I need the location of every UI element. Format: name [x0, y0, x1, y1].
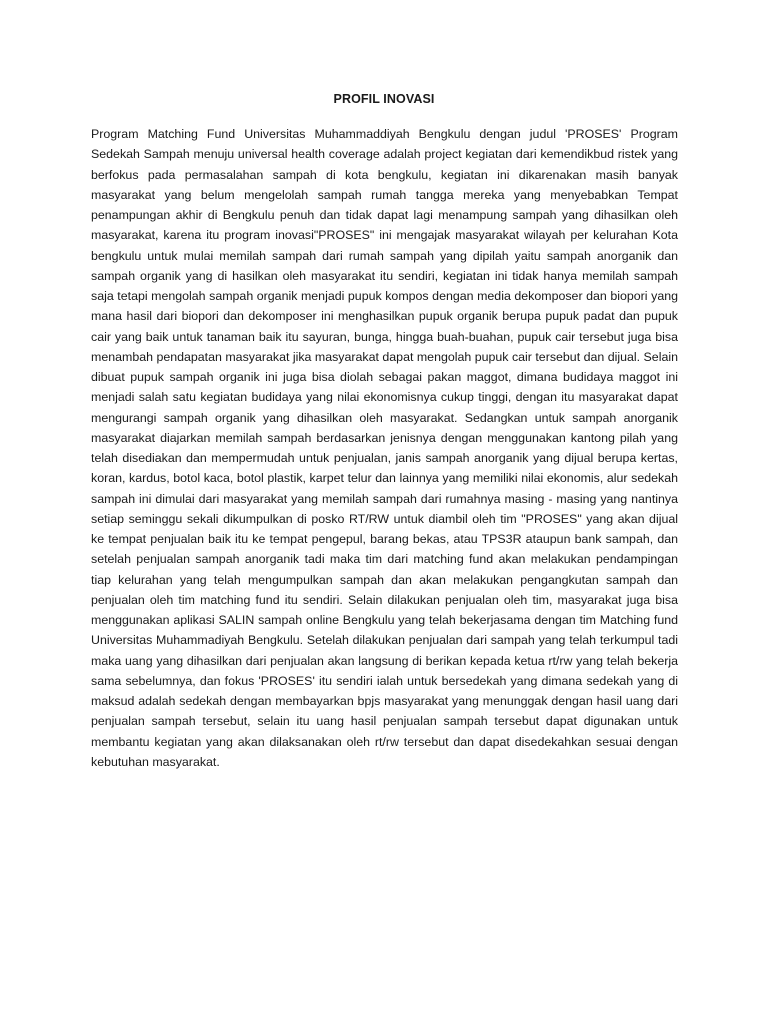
document-body-paragraph: Program Matching Fund Universitas Muhammaddiyah Bengkulu dengan judul 'PROSES' Program Sedekah Sampah menuju universal health coverage adalah project kegiatan dari kemendikbud ristek yang berfokus pada permasalahan sampah di kota bengkulu, kegiatan ini dikarenakan masih banyak masyarakat yang belum mengelolah sampah rumah tangga mereka yang menyebabkan Tempat penampungan akhir di Bengkulu penuh dan tidak dapat lagi menampung sampah yang dihasilkan oleh masyarakat, karena itu program inovasi"PROSES" ini mengajak masyarakat wilayah per kelurahan Kota bengkulu untuk mulai memilah sampah dari rumah sampah yang dipilah yaitu sampah anorganik dan sampah organik yang di hasilkan oleh masyarakat itu sendiri, kegiatan ini tidak hanya memilah sampah saja tetapi mengolah sampah organik menjadi pupuk kompos dengan media dekomposer dan biopori yang mana hasil dari biopori dan dekomposer ini menghasilkan pupuk organik berupa pupuk padat dan pupuk cair yang baik untuk tanaman baik itu sayuran, bunga, hingga buah-buahan, pupuk cair tersebut juga bisa menambah pendapatan masyarakat jika masyarakat dapat mengolah pupuk cair tersebut dan dijual. Selain dibuat pupuk sampah organik ini juga bisa diolah sebagai pakan maggot, dimana budidaya maggot ini menjadi salah satu kegiatan budidaya yang nilai ekonomisnya cukup tinggi, dengan itu masyarakat dapat mengurangi sampah organik yang dihasilkan oleh masyarakat. Sedangkan untuk sampah anorganik masyarakat diajarkan memilah sampah berdasarkan jenisnya dengan menggunakan kantong pilah yang telah disediakan dan mempermudah untuk penjualan, janis sampah anorganik yang dijual berupa kertas, koran, kardus, botol kaca, botol plastik, karpet telur dan lainnya yang memiliki nilai ekonomis, alur sedekah sampah ini dimulai dari masyarakat yang memilah sampah dari rumahnya masing - masing yang nantinya setiap seminggu sekali dikumpulkan di posko RT/RW untuk diambil oleh tim "PROSES" yang akan dijual ke tempat penjualan baik itu ke tempat pengepul, barang bekas, atau TPS3R ataupun bank sampah, dan setelah penjualan sampah anorganik tadi maka tim dari matching fund akan melakukan pendampingan tiap kelurahan yang telah mengumpulkan sampah dan akan melakukan pengangkutan sampah dan penjualan oleh tim matching fund itu sendiri. Selain dilakukan penjualan oleh tim, masyarakat juga bisa menggunakan aplikasi SALIN sampah online Bengkulu yang telah bekerjasama dengan tim Matching fund Universitas Muhammadiyah Bengkulu. Setelah dilakukan penjualan dari sampah yang telah terkumpul tadi maka uang yang dihasilkan dari penjualan akan langsung di berikan kepada ketua rt/rw yang telah bekerja sama sebelumnya, dan fokus 'PROSES' itu sendiri ialah untuk bersedekah yang dimana sedekah yang di maksud adalah sedekah dengan membayarkan bpjs masyarakat yang menunggak dengan hasil uang dari penjualan sampah tersebut, selain itu uang hasil penjualan sampah tersebut dapat digunakan untuk membantu kegiatan yang akan dilaksanakan oleh rt/rw tersebut dan dapat disedekahkan sesuai dengan kebutuhan masyarakat. [91, 127, 678, 769]
document-title: PROFIL INOVASI [333, 92, 435, 106]
